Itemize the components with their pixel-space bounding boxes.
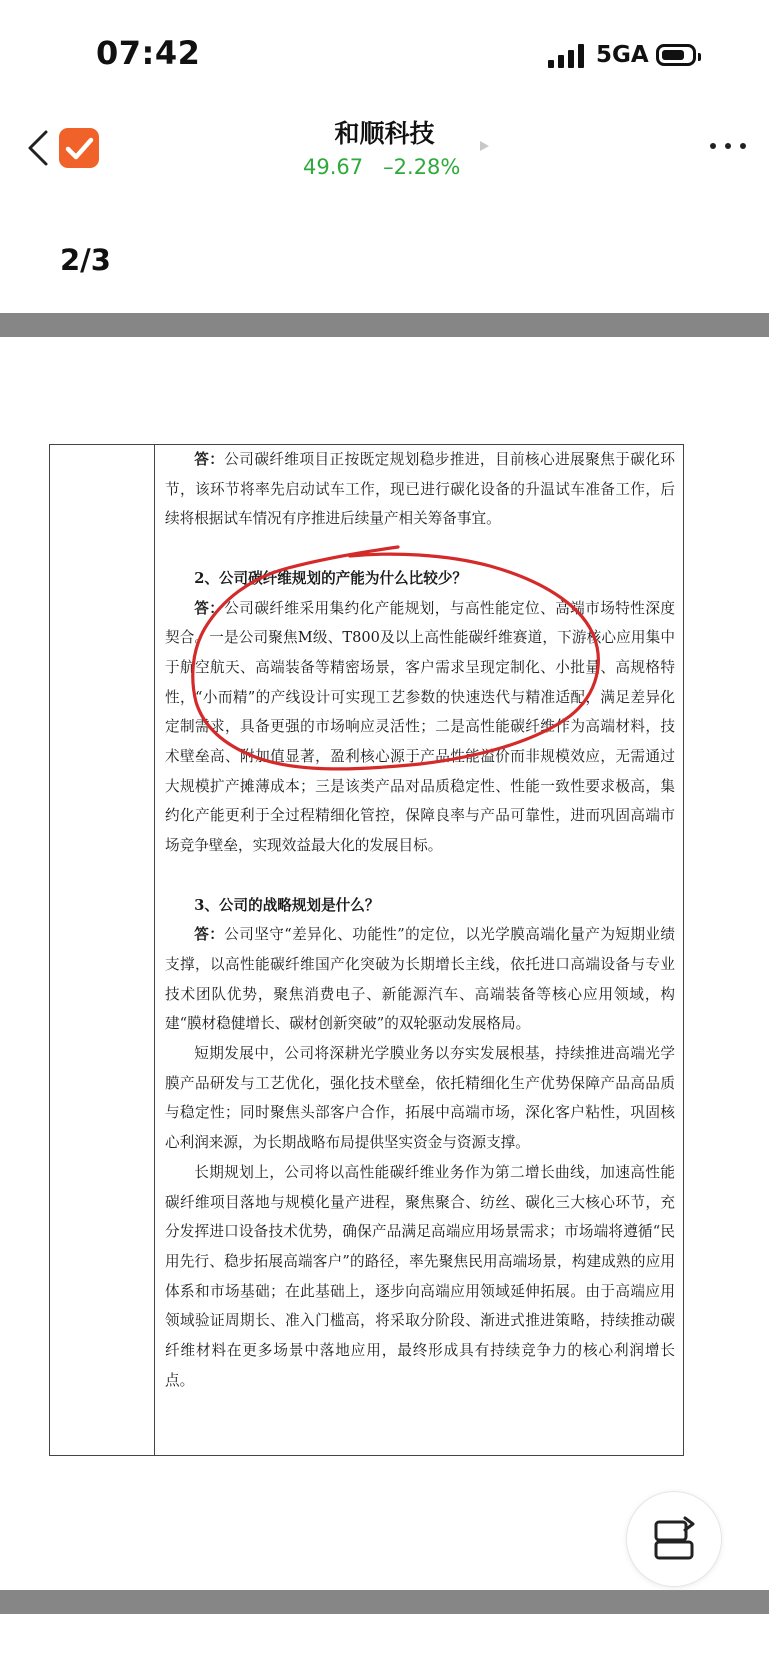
play-triangle-icon[interactable] bbox=[480, 141, 489, 151]
network-type: 5GA bbox=[596, 42, 649, 68]
stock-name: 和顺科技 bbox=[334, 119, 435, 148]
answer-label: 答： bbox=[194, 599, 225, 617]
answer-paragraph-5: 长期规划上，公司将以高性能碳纤维业务作为第二增长曲线，加速高性能碳纤维项目落地与规模化量产进程，聚焦聚合、纺丝、碳化三大核心环节，充分发挥进口设备技术优势，确保产品满足高端应用场景需求；市场端将遵循“民用先行、稳步拓展高端客户”的路径，率先聚焦民用高端场景，构建成熟的应用体系和市场基础；在此基础上，逐步向高端应用领域延伸拓展。由于高端应用领域验证周期长、准入门槛高，将采取分阶段、渐进式推进策略，持续推动碳纤维材料在更多场景中落地应用，最终形成具有持续竞争力的核心利润增长点。 bbox=[165, 1163, 675, 1389]
answer-paragraph-1 bbox=[165, 445, 675, 534]
stock-change: –2.28% bbox=[383, 155, 461, 179]
page-separator-top bbox=[0, 313, 769, 337]
switch-page-icon bbox=[627, 1492, 721, 1586]
answer-paragraph-3 bbox=[165, 920, 675, 1039]
question-2: 2、公司碳纤维规划的产能为什么比较少？ bbox=[194, 569, 468, 587]
answer-text-2: 公司碳纤维采用集约化产能规划，与高性能定位、高端市场特性深度契合。一是公司聚焦M级、T800及以上高性能碳纤维赛道，下游核心应用集中于航空航天、高端装备等精密场景，客户需求呈现定制化、小批量、高规格特性，“小而精”的产线设计可实现工艺参数的快速迭代与精准适配，满足差异化定制需求，具备更强的市场响应灵活性；二是高性能碳纤维作为高端材料，技术壁垒高、附加值显著，盈利核心源于产品性能溢价而非规模效应，无需通过大规模扩产摊薄成本；三是该类产品对品质稳定性、性能一致性要求极高，集约化产能更利于全过程精细化管控，保障良率与产品可靠性，进而巩固高端市场竞争壁垒，实现效益最大化的发展目标。 bbox=[165, 599, 675, 855]
page-separator-bottom bbox=[0, 1590, 769, 1614]
answer-label: 答： bbox=[194, 451, 225, 468]
signal-icon bbox=[548, 44, 586, 68]
status-time: 07:42 bbox=[96, 34, 201, 72]
answer-label: 答： bbox=[194, 926, 225, 944]
battery-icon bbox=[656, 44, 696, 66]
switch-page-button[interactable] bbox=[626, 1491, 722, 1587]
answer-text-3: 公司坚守“差异化、功能性”的定位，以光学膜高端化量产为短期业绩支撑，以高性能碳纤维国产化突破为长期增长主线，依托进口高端设备与专业技术团队优势，聚焦消费电子、新能源汽车、高端装备等核心应用领域，构建“膜材稳健增长、碳材创新突破”的双轮驱动发展格局。 bbox=[165, 926, 675, 1033]
stock-price: 49.67 bbox=[303, 155, 364, 179]
answer-paragraph-2 bbox=[165, 594, 675, 861]
table-column-divider bbox=[154, 445, 155, 1455]
stock-quote bbox=[303, 155, 460, 179]
page-indicator: 2/3 bbox=[60, 243, 111, 277]
document-table bbox=[49, 444, 684, 1456]
question-3: 3、公司的战略规划是什么？ bbox=[194, 896, 380, 914]
answer-paragraph-4: 短期发展中，公司将深耕光学膜业务以夯实发展根基，持续推进高端光学膜产品研发与工艺优化，强化技术壁垒，依托精细化生产优势保障产品高品质与稳定性；同时聚焦头部客户合作，拓展中高端市场，深化客户粘性，巩固核心利润来源，为长期战略布局提供坚实资金与资源支撑。 bbox=[165, 1045, 675, 1152]
more-dots-icon[interactable] bbox=[708, 138, 748, 154]
answer-cell bbox=[157, 445, 683, 1395]
answer-text-1: 公司碳纤维项目正按既定规划稳步推进，目前核心进展聚焦于碳化环节，该环节将率先启动试车工作，现已进行碳化设备的升温试车准备工作，后续将根据试车情况有序推进后续量产相关筹备事宜。 bbox=[165, 451, 675, 528]
